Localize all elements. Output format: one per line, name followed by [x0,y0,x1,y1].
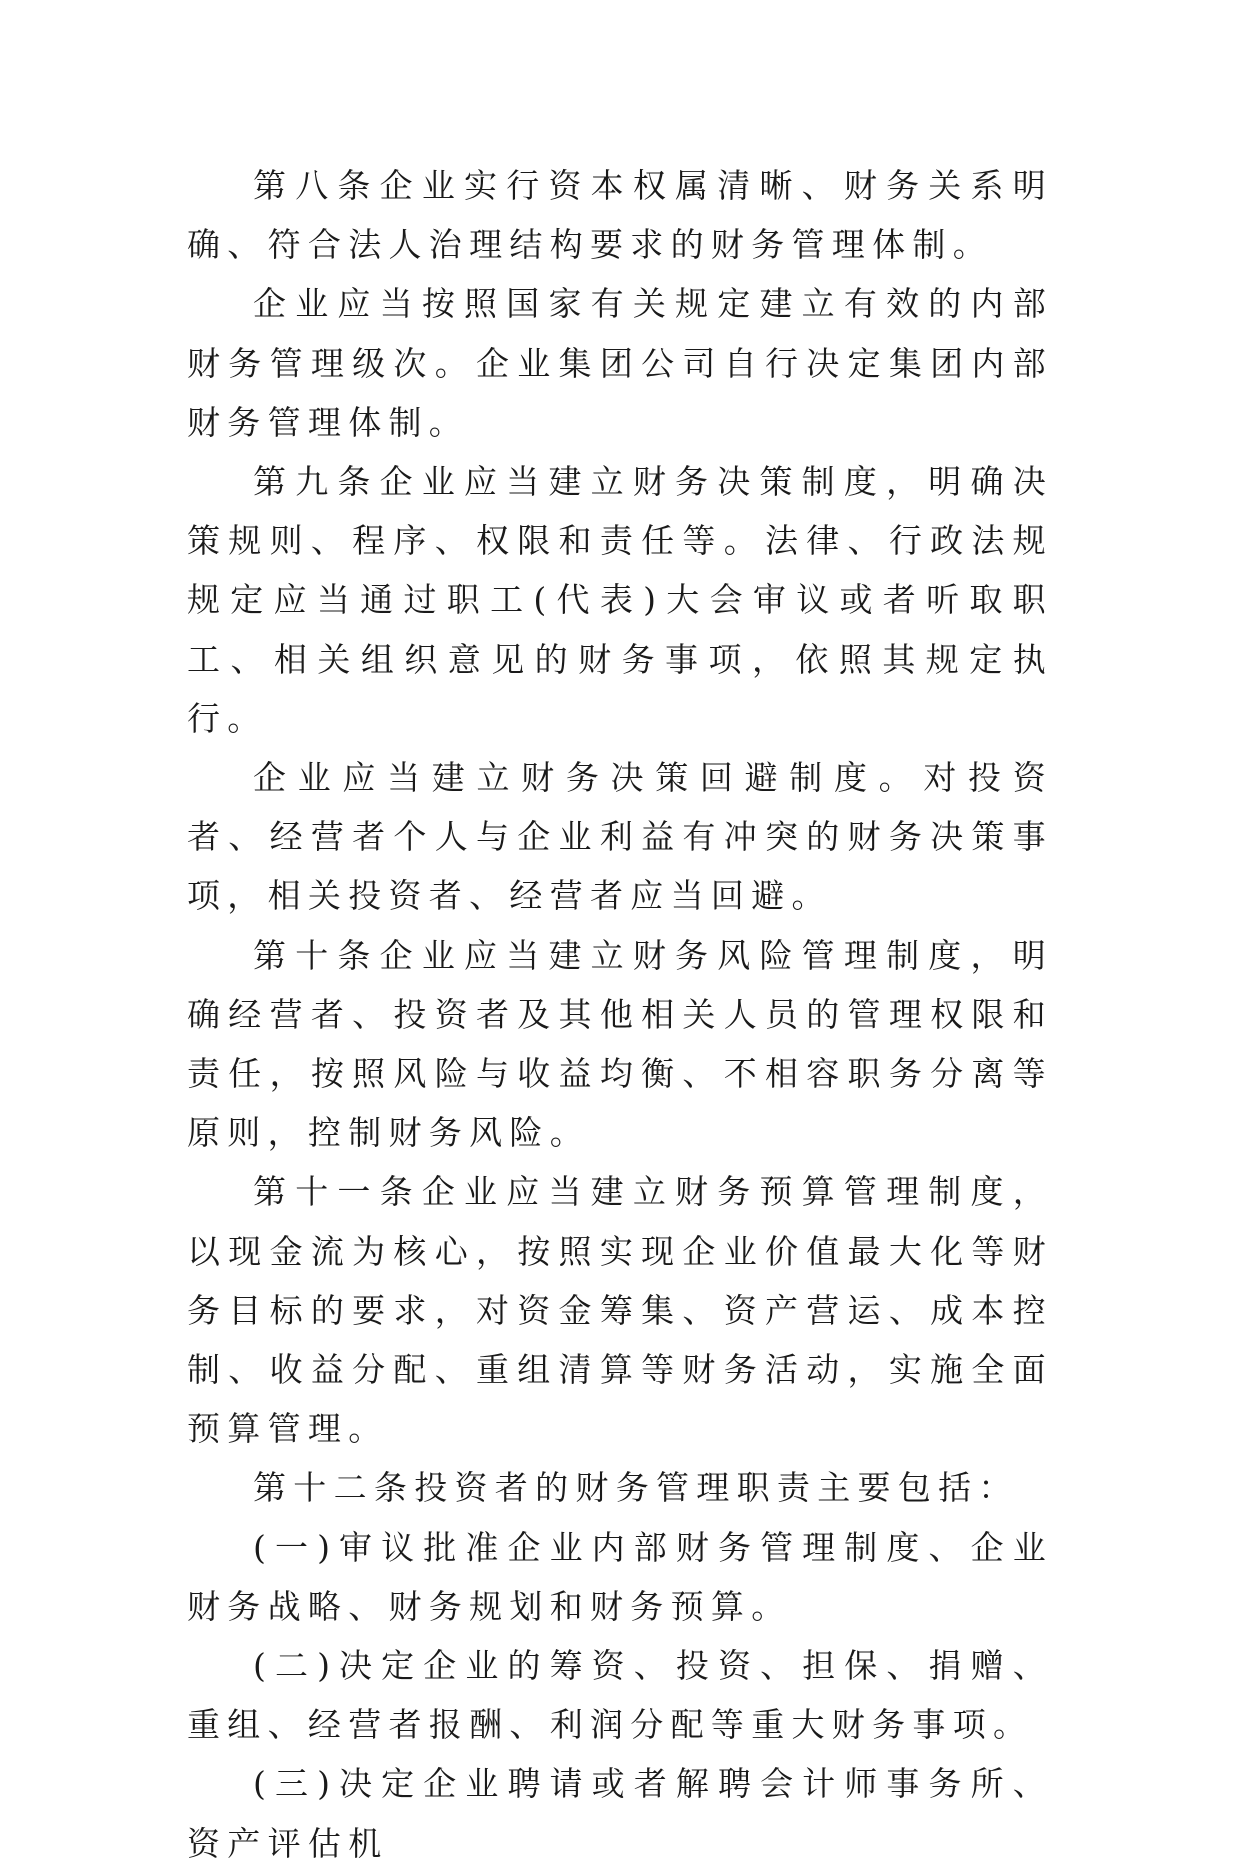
paragraph-item-2: (二)决定企业的筹资、投资、担保、捐赠、重组、经营者报酬、利润分配等重大财务事项。 [187,1646,1053,1745]
paragraph-item-3: (三)决定企业聘请或者解聘会计师事务所、资产评估机 [187,1764,1053,1863]
paragraph-article-11: 第十一条企业应当建立财务预算管理制度，以现金流为核心，按照实现企业价值最大化等财务目标的要求，对资金筹集、资产营运、成本控制、收益分配、重组清算等财务活动，实施全面预算管理。 [187,1172,1053,1449]
paragraph-article-10: 第十条企业应当建立财务风险管理制度，明确经营者、投资者及其他相关人员的管理权限和责任，按照风险与收益均衡、不相容职务分离等原则，控制财务风险。 [187,935,1053,1153]
document-body [187,156,1053,1873]
paragraph-article-9: 第九条企业应当建立财务决策制度，明确决策规则、程序、权限和责任等。法律、行政法规规定应当通过职工(代表)大会审议或者听取职工、相关组织意见的财务事项，依照其规定执行。 [187,462,1053,738]
paragraph-recusal: 企业应当建立财务决策回避制度。对投资者、经营者个人与企业利益有冲突的财务决策事项，相关投资者、经营者应当回避。 [187,758,1053,916]
paragraph-financial-levels: 企业应当按照国家有关规定建立有效的内部财务管理级次。企业集团公司自行决定集团内部财务管理体制。 [187,284,1053,442]
paragraph-item-1: (一)审议批准企业内部财务管理制度、企业财务战略、财务规划和财务预算。 [187,1527,1053,1626]
paragraph-article-8: 第八条企业实行资本权属清晰、财务关系明确、符合法人治理结构要求的财务管理体制。 [187,166,1053,265]
paragraph-article-12: 第十二条投资者的财务管理职责主要包括： [253,1468,1019,1508]
